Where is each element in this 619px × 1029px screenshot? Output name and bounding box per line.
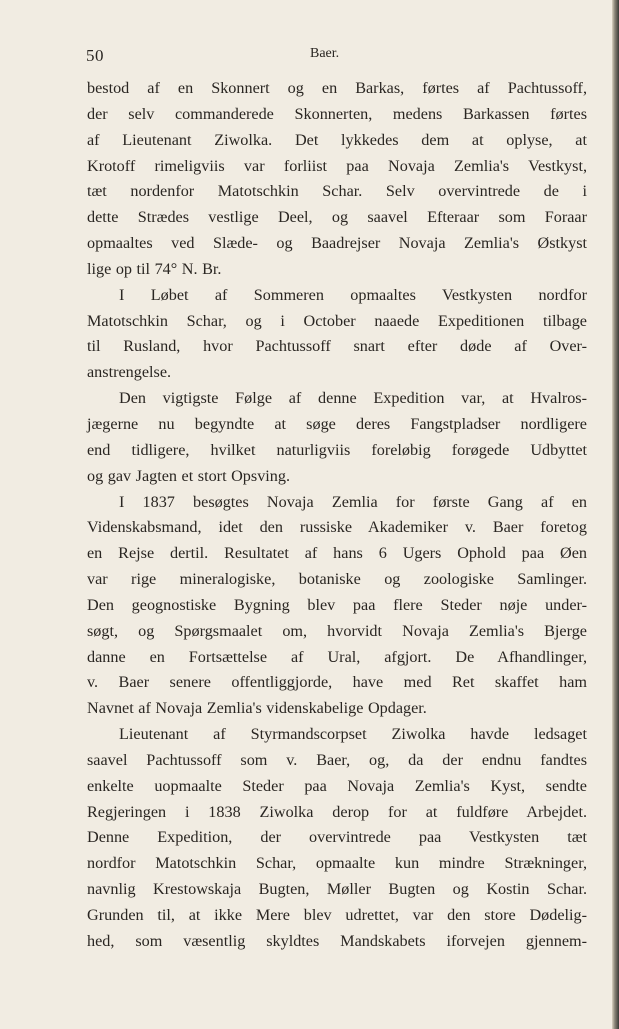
text-line: dette Strædes vestlige Deel, og saavel Efteraar som Foraar <box>87 208 587 227</box>
text-line: I Løbet af Sommeren opmaaltes Vestkysten nordfor <box>119 285 587 304</box>
text-line: Videnskabsmand, idet den russiske Akademiker v. Baer foretog <box>87 518 587 537</box>
text-line: enkelte uopmaalte Steder paa Novaja Zemlia's Kyst, sendte <box>87 776 587 795</box>
text-line: lige op til 74° N. Br. <box>87 259 222 278</box>
text-line: Den vigtigste Følge af denne Expedition var, at Hvalros- <box>119 389 587 408</box>
text-line: v. Baer senere offentliggjorde, have med Ret skaffet ham <box>87 673 587 692</box>
text-line: en Rejse dertil. Resultatet af hans 6 Ugers Ophold paa Øen <box>87 544 587 563</box>
text-line: Krotoff rimeligviis var forliist paa Novaja Zemlia's Vestkyst, <box>87 156 587 175</box>
text-line: Regjeringen i 1838 Ziwolka derop for at fuldføre Arbejdet. <box>87 802 587 821</box>
text-line: I 1837 besøgtes Novaja Zemlia for første Gang af en <box>119 492 587 511</box>
body-text <box>87 76 587 955</box>
text-line: af Lieutenant Ziwolka. Det lykkedes dem at oplyse, at <box>87 130 587 149</box>
text-line: navnlig Krestowskaja Bugten, Møller Bugten og Kostin Schar. <box>87 880 587 899</box>
text-line: Denne Expedition, der overvintrede paa Vestkysten tæt <box>87 828 587 847</box>
text-line: var rige mineralogiske, botaniske og zoologiske Samlinger. <box>87 570 587 589</box>
text-line: end tidligere, hvilket naturligviis foreløbig forøgede Udbyttet <box>87 440 587 459</box>
text-line: og gav Jagten et stort Opsving. <box>87 466 291 485</box>
text-line: tæt nordenfor Matotschkin Schar. Selv overvintrede de i <box>87 182 587 201</box>
text-line: Grunden til, at ikke Mere blev udrettet, var den store Dødelig- <box>87 906 587 924</box>
page-edge-shadow <box>612 0 619 1029</box>
text-line: danne en Fortsættelse af Ural, afgjort. De Afhandlinger, <box>87 647 587 666</box>
text-line: anstrengelse. <box>87 363 172 382</box>
text-line: bestod af en Skonnert og en Barkas, førtes af Pachtussoff, <box>87 79 587 97</box>
text-line: hed, som væsentlig skyldtes Mandskabets iforvejen gjennem- <box>87 931 587 950</box>
text-line: Navnet af Novaja Zemlia's videnskabelige Opdager. <box>87 699 427 718</box>
text-line: til Rusland, hvor Pachtussoff snart efter døde af Over- <box>87 337 587 356</box>
text-line: jægerne nu begyndte at søge deres Fangstpladser nordligere <box>87 414 587 433</box>
running-title: Baer. <box>310 46 340 61</box>
page-number: 50 <box>86 46 104 65</box>
text-line: saavel Pachtussoff som v. Baer, og, da der endnu fandtes <box>87 750 587 769</box>
text-line: Den geognostiske Bygning blev paa flere Steder nøje under- <box>87 595 587 614</box>
text-line: Matotschkin Schar, og i October naaede Expeditionen tilbage <box>87 311 587 330</box>
text-line: søgt, og Spørgsmaalet om, hvorvidt Novaja Zemlia's Bjerge <box>87 621 587 640</box>
text-line: Lieutenant af Styrmandscorpset Ziwolka havde ledsaget <box>119 725 587 744</box>
text-line: opmaaltes ved Slæde- og Baadrejser Novaja Zemlia's Østkyst <box>87 234 587 253</box>
text-line: nordfor Matotschkin Schar, opmaalte kun mindre Strækninger, <box>87 854 587 873</box>
text-line: der selv commanderede Skonnerten, medens Barkassen førtes <box>87 104 587 123</box>
